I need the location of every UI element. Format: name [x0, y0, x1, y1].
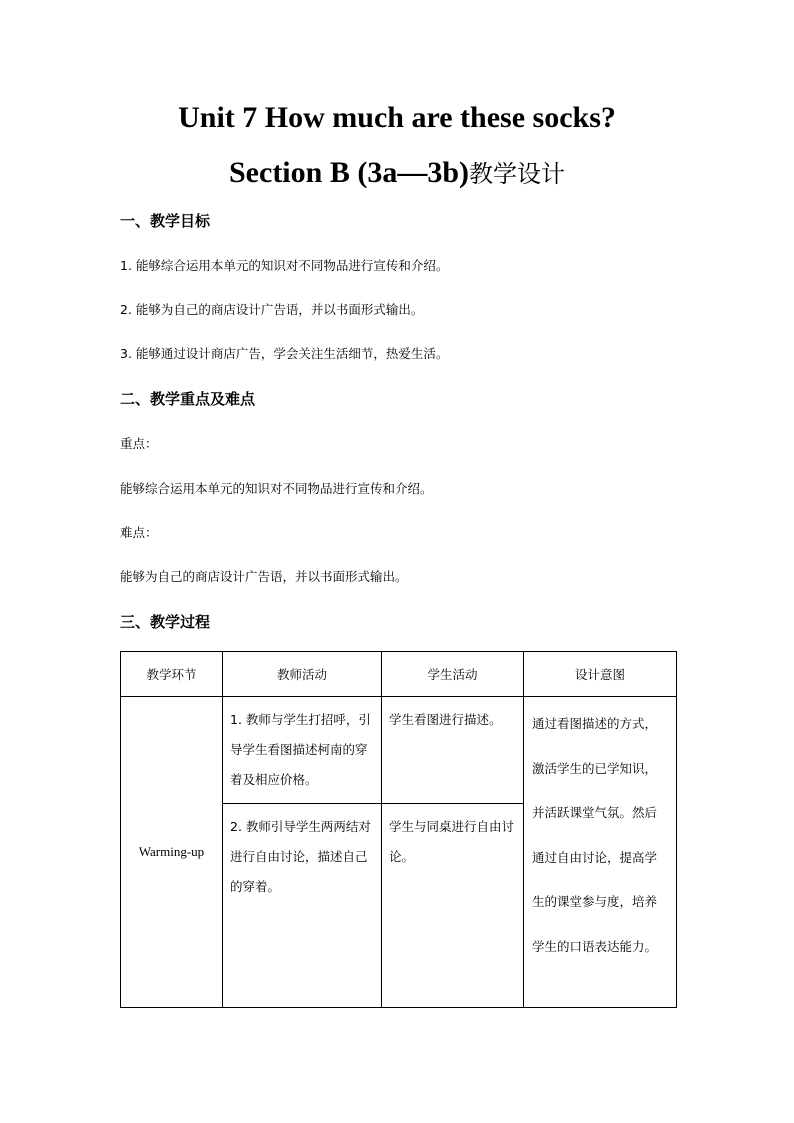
difficulty-text: 能够为自己的商店设计广告语，并以书面形式输出。 [120, 569, 408, 584]
subtitle-chinese: 教学设计 [469, 160, 565, 188]
student-activity-cell [382, 697, 524, 804]
student-activity-text: 学生看图进行描述。 [389, 712, 502, 727]
focus-text: 能够综合运用本单元的知识对不同物品进行宣传和介绍。 [120, 481, 433, 496]
process-heading: 三、教学过程 [120, 613, 211, 631]
subtitle-english: Section B (3a—3b) [229, 156, 469, 189]
table-header-row [121, 652, 677, 697]
teacher-activity-text: 1. 教师与学生打招呼，引导学生看图描述柯南的穿着及相应价格。 [230, 712, 371, 787]
column-header-stage: 教学环节 [121, 652, 223, 697]
column-header-student-activity: 学生活动 [382, 652, 524, 697]
column-header-design-intent: 设计意图 [524, 652, 677, 697]
document-subtitle [0, 155, 794, 192]
objectives-heading: 一、教学目标 [120, 212, 211, 230]
teacher-activity-cell [223, 804, 382, 1008]
difficulty-label: 难点： [120, 525, 158, 540]
focus-label: 重点： [120, 436, 158, 451]
student-activity-cell [382, 804, 524, 1008]
objective-item-3: 3. 能够通过设计商店广告，学会关注生活细节，热爱生活。 [120, 346, 449, 361]
stage-cell: Warming-up [121, 697, 223, 1008]
table-row [121, 697, 677, 804]
design-intent-text: 通过看图描述的方式，激活学生的已学知识，并活跃课堂气氛。然后通过自由讨论，提高学生的课堂参与度，培养学生的口语表达能力。 [532, 716, 658, 954]
teacher-activity-text: 2. 教师引导学生两两结对进行自由讨论，描述自己的穿着。 [230, 819, 371, 894]
objective-item-1: 1. 能够综合运用本单元的知识对不同物品进行宣传和介绍。 [120, 258, 449, 273]
column-header-teacher-activity: 教师活动 [223, 652, 382, 697]
objective-item-2: 2. 能够为自己的商店设计广告语，并以书面形式输出。 [120, 302, 424, 317]
design-intent-cell [524, 697, 677, 1008]
teaching-process-table [120, 651, 677, 1008]
document-title: Unit 7 How much are these socks? [178, 101, 616, 134]
key-points-heading: 二、教学重点及难点 [120, 390, 256, 408]
teacher-activity-cell [223, 697, 382, 804]
student-activity-text: 学生与同桌进行自由讨论。 [389, 819, 515, 864]
